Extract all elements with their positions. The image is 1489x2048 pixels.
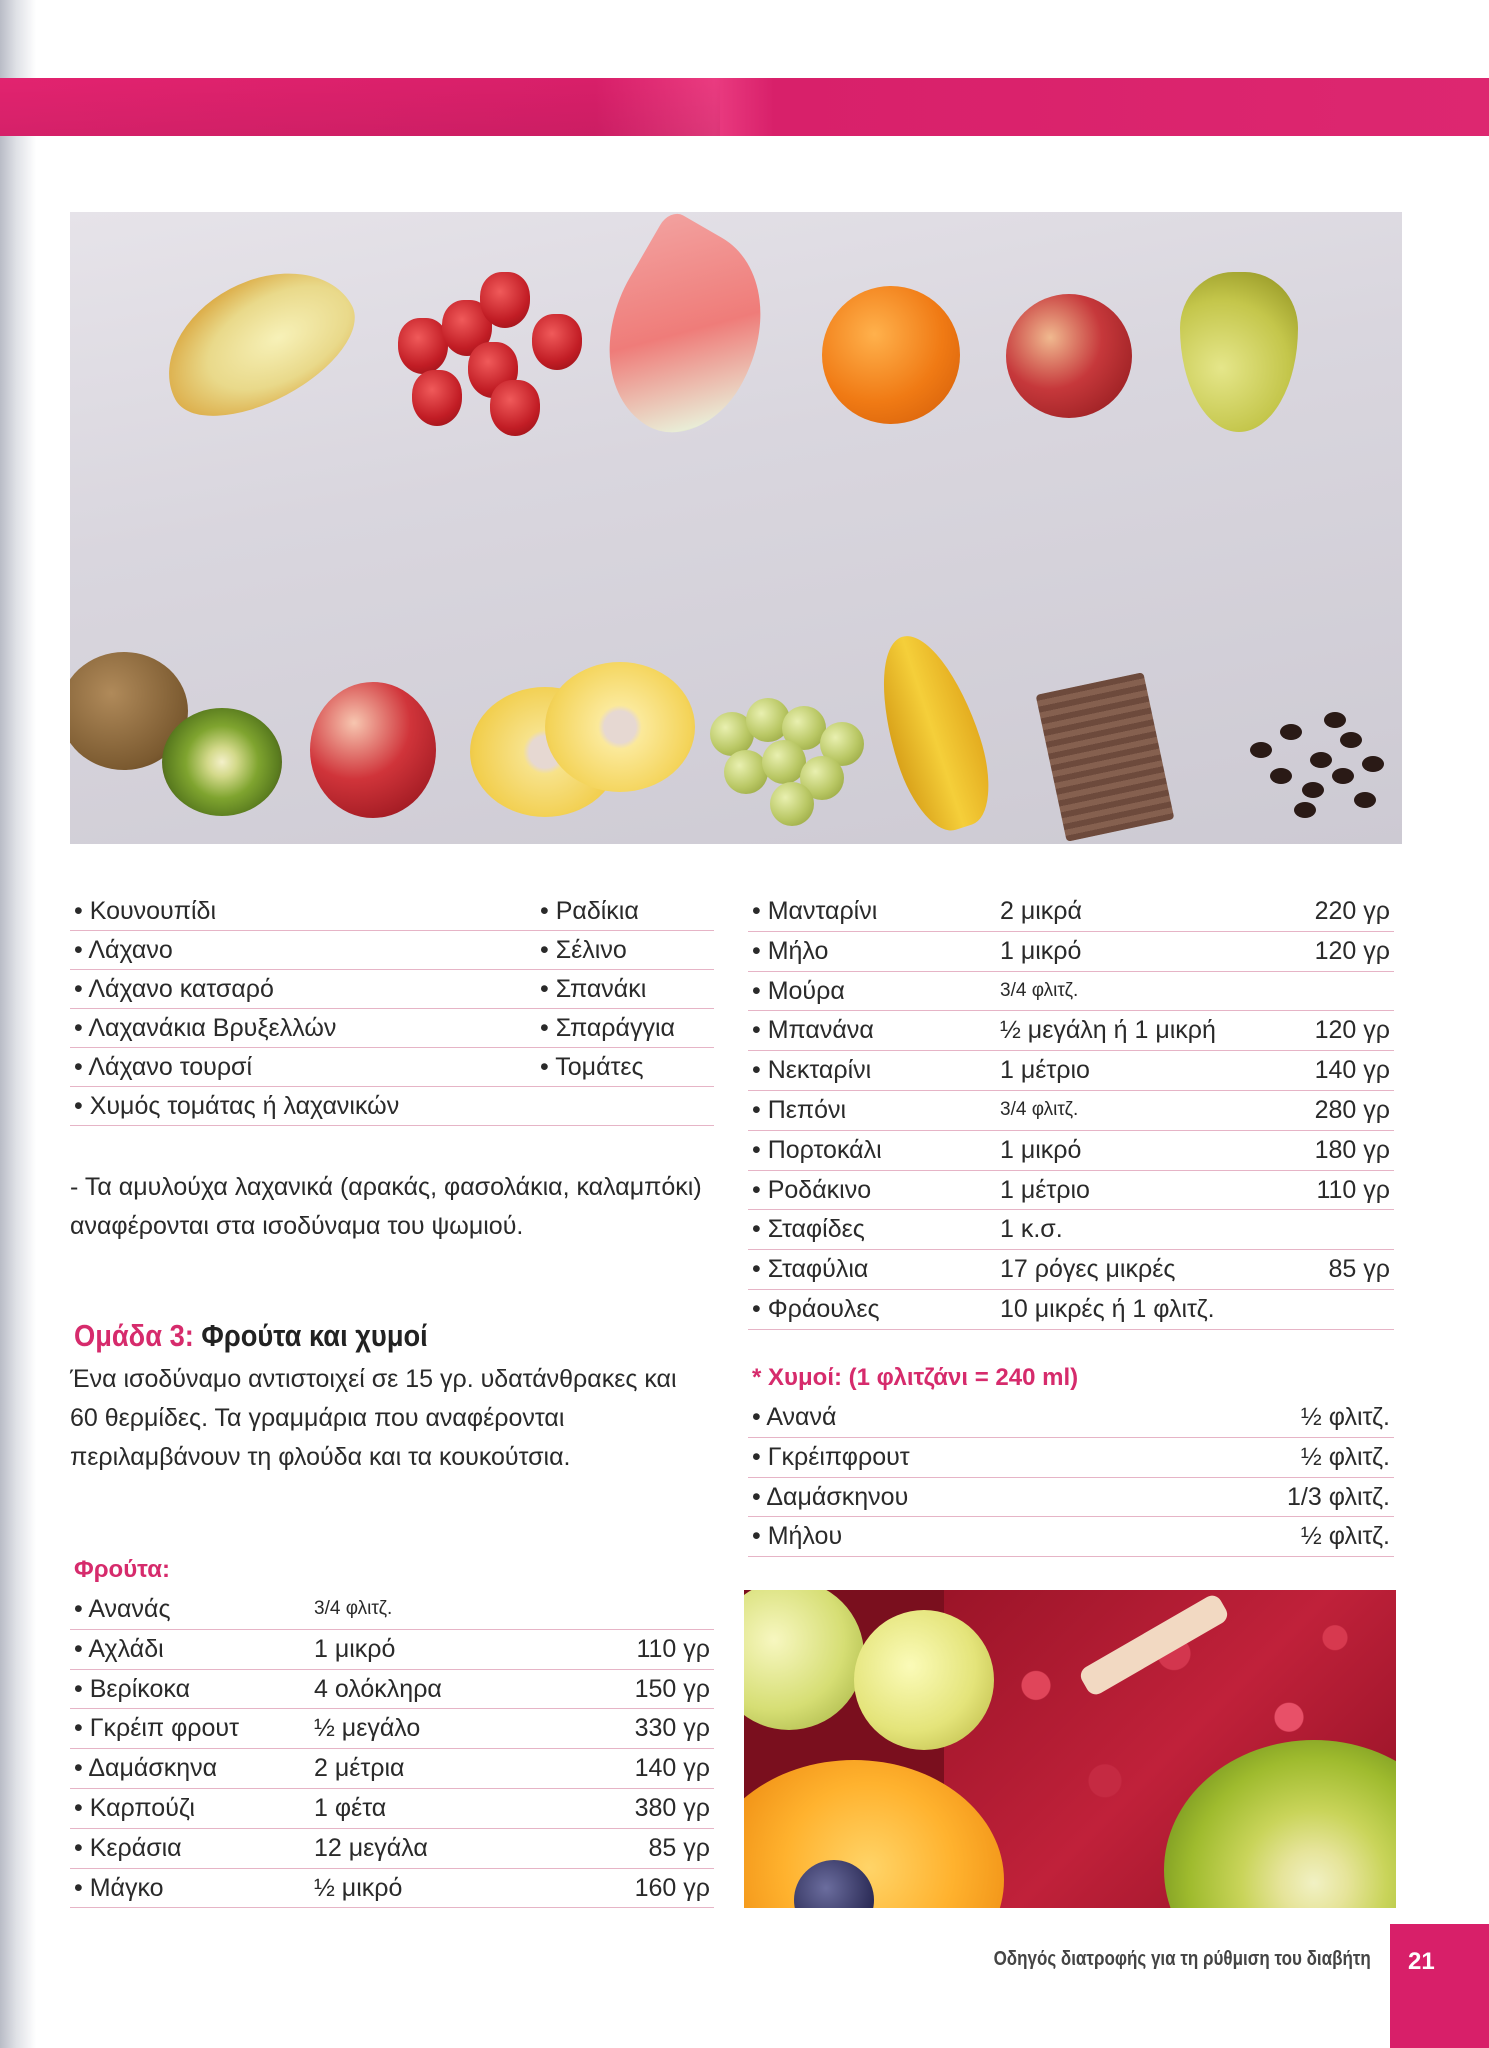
- table-row: • Κεράσια 12 μεγάλα 85 γρ: [70, 1829, 714, 1869]
- grape-image: [770, 782, 814, 826]
- raisin-image: [1324, 712, 1346, 728]
- list-item: • Ραδίκια: [536, 892, 714, 931]
- table-row: • Μανταρίνι 2 μικρά 220 γρ: [748, 892, 1394, 932]
- group3-description: Ένα ισοδύναμο αντιστοιχεί σε 15 γρ. υδατάνθρακες και 60 θερμίδες. Τα γραμμάρια που αναφέρονται περιλαμβάνουν τη φλούδα και τα κουκούτσια.: [70, 1365, 677, 1471]
- list-item: • Κουνουπίδι: [70, 892, 714, 931]
- starchy-vegetables-note: - Τα αμυλούχα λαχανικά (αρακάς, φασολάκια, καλαμπόκι) αναφέρονται στα ισοδύναμα του ψωμιού.: [70, 1173, 702, 1240]
- fruits-table-right: [748, 892, 1394, 1330]
- juices-subtitle: * Χυμοί: (1 φλιτζάνι = 240 ml): [752, 1364, 1079, 1391]
- table-row: • Μάγκο ½ μικρό 160 γρ: [70, 1869, 714, 1909]
- melon-image: [142, 242, 375, 442]
- fruits-subtitle: Φρούτα:: [74, 1556, 170, 1583]
- table-row: • Αχλάδι 1 μικρό 110 γρ: [70, 1630, 714, 1670]
- table-row: • Μούρα 3/4 φλιτζ.: [748, 972, 1394, 1012]
- orange-image: [822, 286, 960, 424]
- list-item: • Σπαράγγια: [536, 1009, 714, 1048]
- raisin-image: [1310, 752, 1332, 768]
- grape-image: [724, 750, 768, 794]
- nectarine-image: [310, 682, 436, 818]
- pineapple-ring-image: [545, 662, 695, 792]
- page-gutter-shadow: [0, 0, 36, 2048]
- raisin-image: [1250, 742, 1272, 758]
- raisin-image: [1302, 782, 1324, 798]
- table-row: • Ανανά ½ φλιτζ.: [748, 1398, 1394, 1438]
- table-row: • Σταφύλια 17 ρόγες μικρές 85 γρ: [748, 1250, 1394, 1290]
- list-item: • Σπανάκι: [536, 970, 714, 1009]
- kiwi-half-image: [162, 708, 282, 816]
- strawberry-image: [398, 318, 448, 374]
- watermelon-image: [570, 212, 800, 456]
- fruits-photo: [70, 212, 1402, 844]
- fruit-closeup-photo: [744, 1590, 1396, 1908]
- raisin-image: [1340, 732, 1362, 748]
- table-row: • Πορτοκάλι 1 μικρό 180 γρ: [748, 1131, 1394, 1171]
- table-row: • Ροδάκινο 1 μέτριο 110 γρ: [748, 1171, 1394, 1211]
- strawberry-image: [532, 314, 582, 370]
- pear-image: [1180, 272, 1298, 432]
- table-row: • Μήλου ½ φλιτζ.: [748, 1517, 1394, 1557]
- list-item: • Χυμός τομάτας ή λαχανικών: [70, 1087, 714, 1126]
- table-row: • Νεκταρίνι 1 μέτριο 140 γρ: [748, 1051, 1394, 1091]
- banana-image: [861, 624, 1005, 841]
- apple-image: [1006, 294, 1132, 418]
- table-row: • Δαμάσκηνα 2 μέτρια 140 γρ: [70, 1749, 714, 1789]
- table-row: • Ανανάς 3/4 φλιτζ.: [70, 1590, 714, 1630]
- strawberry-image: [490, 380, 540, 436]
- group3-heading: Ομάδα 3: Φρούτα και χυμοί: [74, 1318, 428, 1353]
- footer-book-title: Οδηγός διατροφής για τη ρύθμιση του διαβήτη: [993, 1948, 1371, 1970]
- raisin-image: [1354, 792, 1376, 808]
- table-row: • Φράουλες 10 μικρές ή 1 φλιτζ.: [748, 1290, 1394, 1330]
- fruits-table-left: [70, 1590, 714, 1908]
- grape-image: [744, 1590, 864, 1730]
- table-row: • Γκρέιπ φρουτ ½ μεγάλο 330 γρ: [70, 1709, 714, 1749]
- page-number-box: [1390, 1924, 1489, 2048]
- juices-table: [748, 1398, 1394, 1557]
- raisin-image: [1332, 768, 1354, 784]
- crispbread-image: [1036, 672, 1175, 842]
- raisin-image: [1270, 768, 1292, 784]
- list-item: • Λάχανο τουρσί: [70, 1048, 714, 1087]
- list-item: • Λαχανάκια Βρυξελλών: [70, 1009, 714, 1048]
- top-pink-band: [0, 78, 1489, 136]
- raisin-image: [1362, 756, 1384, 772]
- raisin-image: [1294, 802, 1316, 818]
- list-item: • Τομάτες: [536, 1048, 714, 1087]
- list-item: • Λάχανο κατσαρό: [70, 970, 714, 1009]
- table-row: • Σταφίδες 1 κ.σ.: [748, 1210, 1394, 1250]
- table-row: • Γκρέιπφρουτ ½ φλιτζ.: [748, 1438, 1394, 1478]
- table-row: • Πεπόνι 3/4 φλιτζ. 280 γρ: [748, 1091, 1394, 1131]
- table-row: • Μπανάνα ½ μεγάλη ή 1 μικρή 120 γρ: [748, 1011, 1394, 1051]
- table-row: • Μήλο 1 μικρό 120 γρ: [748, 932, 1394, 972]
- table-row: • Βερίκοκα 4 ολόκληρα 150 γρ: [70, 1670, 714, 1710]
- grape-image: [854, 1610, 994, 1750]
- list-item: • Λάχανο: [70, 931, 714, 970]
- strawberry-image: [480, 272, 530, 328]
- page-number: 21: [1408, 1948, 1435, 1975]
- strawberry-image: [412, 370, 462, 426]
- vegetables-list-col2: [536, 892, 714, 1087]
- table-row: • Καρπούζι 1 φέτα 380 γρ: [70, 1789, 714, 1829]
- raisin-image: [1280, 724, 1302, 740]
- list-item: • Σέλινο: [536, 931, 714, 970]
- table-row: • Δαμάσκηνου 1/3 φλιτζ.: [748, 1478, 1394, 1518]
